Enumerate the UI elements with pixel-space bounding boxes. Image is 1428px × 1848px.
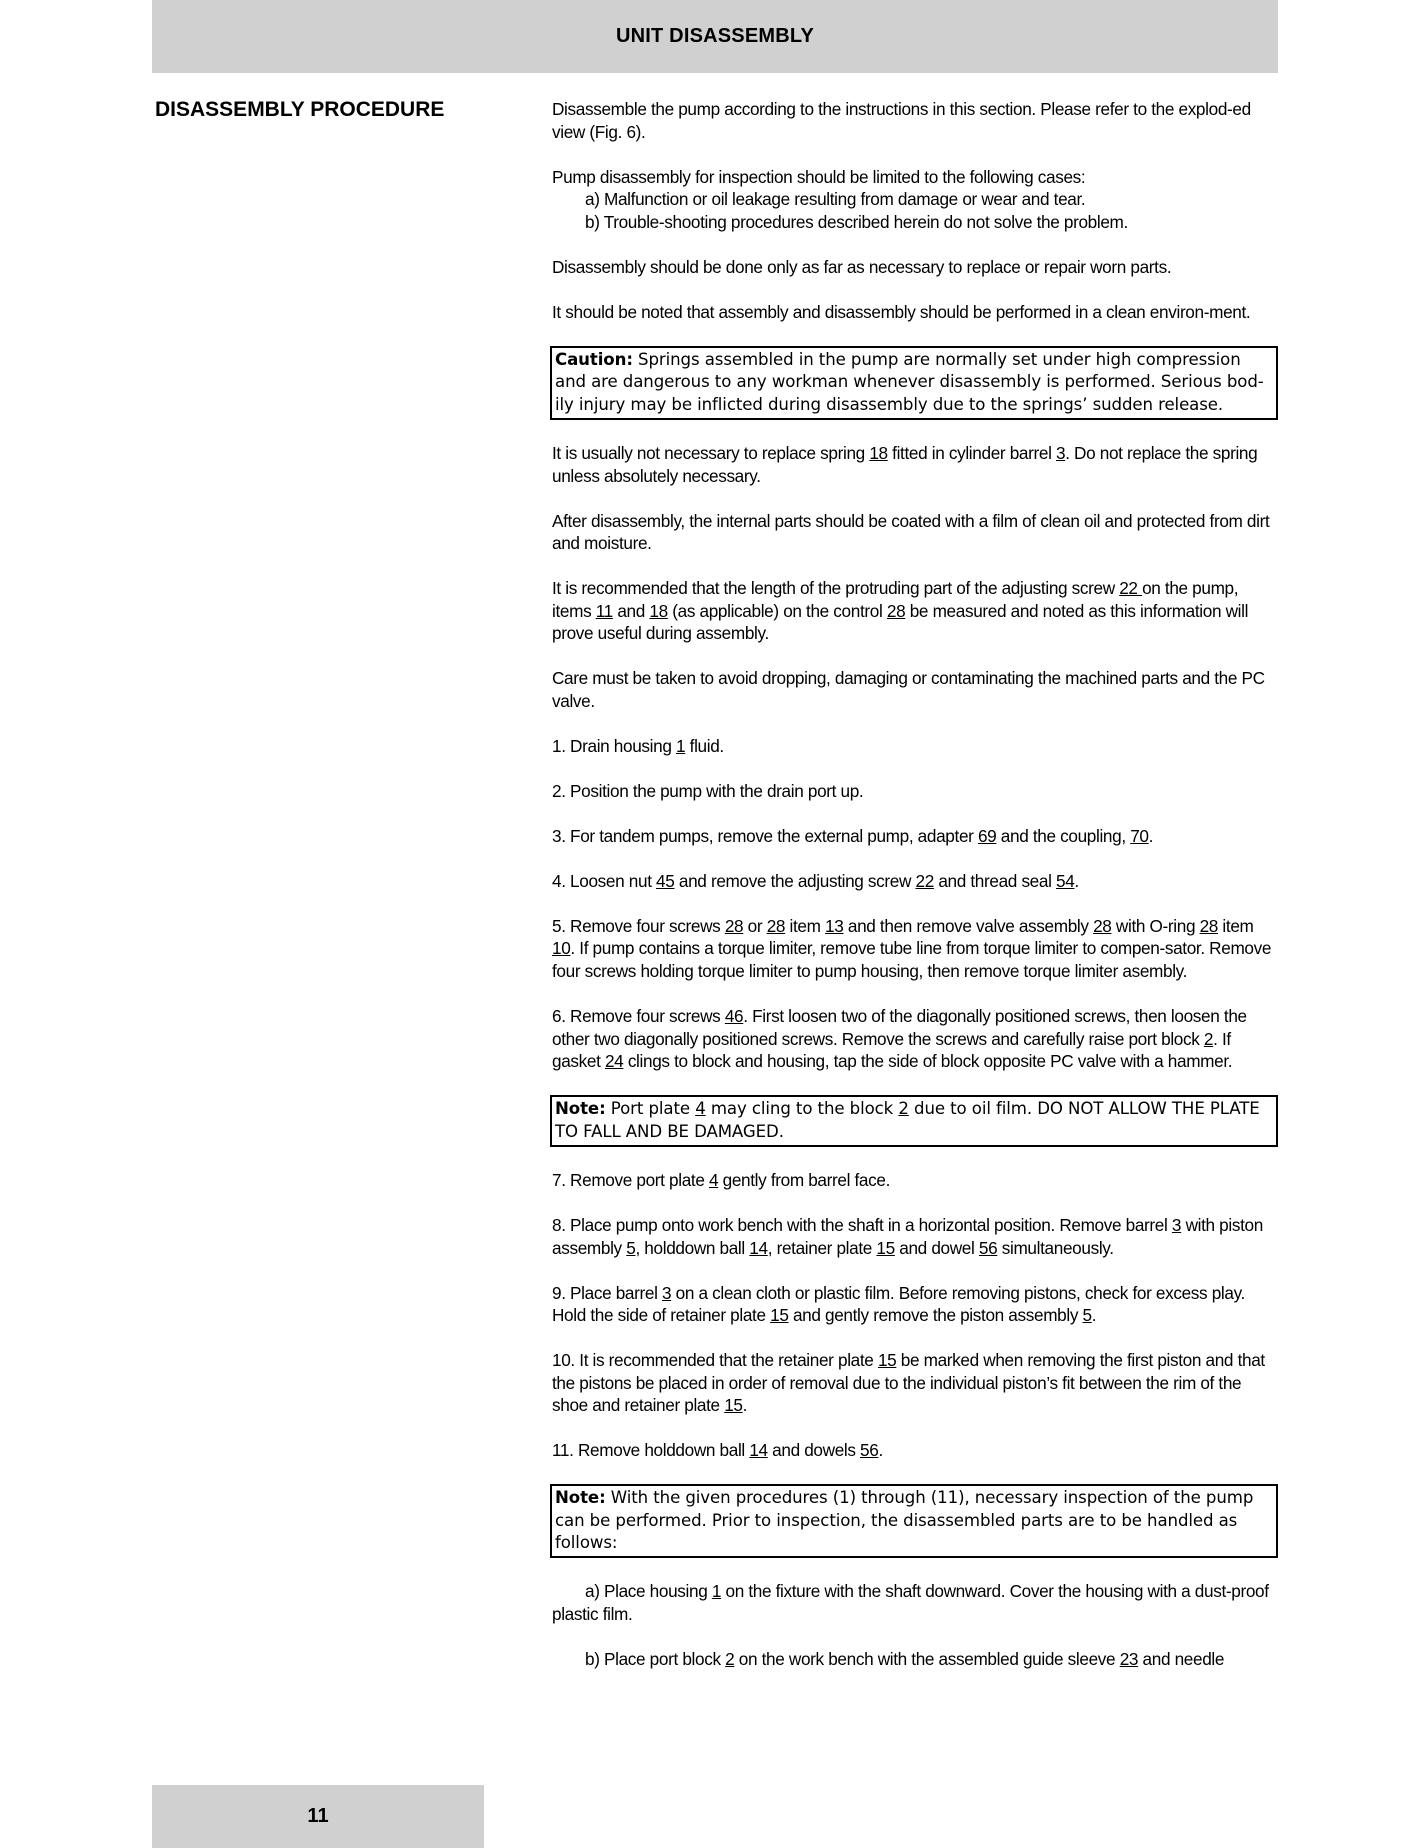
- text-run: 8. Place pump onto work bench with the shaft in a horizontal position. Remove barrel: [552, 1214, 1172, 1235]
- text-run: .: [1091, 1305, 1097, 1326]
- part-ref: 56: [978, 1237, 998, 1258]
- part-ref: 2: [1203, 1028, 1214, 1049]
- part-ref: 15: [877, 1350, 897, 1371]
- note-text: With the given procedures (1) through (11), necessary inspection of the pump can be performed. Prior to inspection, the disassembled parts are to be handled as follows:: [555, 1488, 1254, 1553]
- part-ref: 4: [708, 1169, 719, 1190]
- part-ref: 56: [860, 1440, 879, 1461]
- text-run: , holddown ball: [635, 1237, 750, 1258]
- text-run: be marked when removing the first piston and that the pistons be placed in order of removal due to the individual piston’s fit between the rim of the shoe and retainer plate: [552, 1350, 1265, 1416]
- part-ref: 54: [1056, 870, 1075, 891]
- part-ref: 69: [977, 825, 997, 846]
- step-3: [552, 825, 1276, 848]
- text-run: Port plate: [605, 1099, 696, 1119]
- text-run: clings to block and housing, tap the side of block opposite PC valve with a hammer.: [623, 1051, 1233, 1072]
- text-run: on a clean cloth or plastic film. Before removing pistons, check for excess play. Hold the side of retainer plate: [552, 1282, 1245, 1326]
- text-run: , retainer plate: [767, 1237, 877, 1258]
- part-ref: 15: [770, 1305, 789, 1326]
- text-run: .: [1074, 870, 1079, 891]
- part-ref: 14: [749, 1237, 768, 1258]
- part-ref: 70: [1130, 825, 1149, 846]
- text-run: item: [1218, 915, 1254, 936]
- content-column: [552, 98, 1276, 1693]
- part-ref: 28: [886, 600, 906, 621]
- case-b: b) Trouble-shooting procedures described herein do not solve the problem.: [585, 211, 1128, 232]
- text-run: .: [878, 1440, 883, 1461]
- note-box-inspection: [550, 1484, 1278, 1558]
- part-ref: 13: [825, 915, 844, 936]
- text-run: fitted in cylinder barrel: [887, 442, 1056, 463]
- text-run: 11. Remove holddown ball: [552, 1440, 750, 1461]
- header-band: [152, 0, 1278, 73]
- part-ref: 18: [869, 442, 888, 463]
- part-ref: 14: [749, 1440, 768, 1461]
- text-run: and remove the adjusting screw: [674, 870, 916, 891]
- step-7: [552, 1169, 1276, 1192]
- step-8: [552, 1214, 1276, 1259]
- part-ref: 28: [724, 915, 744, 936]
- part-ref: 18: [649, 600, 668, 621]
- part-ref: 5: [626, 1237, 636, 1258]
- part-ref: 2: [898, 1099, 909, 1119]
- part-ref: 1: [711, 1581, 722, 1602]
- step-9: [552, 1282, 1276, 1327]
- step-4: [552, 870, 1276, 893]
- text-run: .: [1148, 825, 1154, 846]
- step-11: [552, 1439, 1276, 1462]
- text-run: on the pump, items: [552, 578, 1239, 621]
- text-run: on the work bench with the assembled guide sleeve: [734, 1649, 1120, 1670]
- part-ref: 28: [1093, 915, 1112, 936]
- coating-paragraph: After disassembly, the internal parts should be coated with a film of clean oil and protected from dirt and moisture.: [552, 510, 1270, 554]
- inspection-cases: [552, 166, 1276, 234]
- footer-band: [152, 1785, 484, 1848]
- part-ref: 45: [656, 870, 675, 891]
- part-ref: 24: [604, 1051, 624, 1072]
- caution-text: Springs assembled in the pump are normally set under high compression and are dangerous to any workman whenever disassembly is performed. Serious bod-ily injury may be inflicted during disassembly due to the springs’ sudden release.: [555, 349, 1264, 414]
- page-number: 11: [307, 1805, 329, 1827]
- part-ref: 22: [1119, 578, 1143, 599]
- text-run: It is usually not necessary to replace spring: [552, 442, 870, 463]
- part-ref: 3: [1055, 442, 1066, 463]
- text-run: be measured and noted as this information will prove useful during assembly.: [552, 600, 1249, 644]
- measure-paragraph: [552, 577, 1276, 645]
- text-run: item: [785, 915, 826, 936]
- step-10: [552, 1349, 1276, 1417]
- handling-b: [552, 1648, 1276, 1671]
- note-label: Note:: [555, 1488, 606, 1508]
- note-label: Note:: [555, 1099, 606, 1119]
- step-6: [552, 1005, 1276, 1073]
- caution-label: Caution:: [555, 349, 633, 369]
- text-run: on the fixture with the shaft downward. Cover the housing with a dust-proof plastic film.: [552, 1581, 1269, 1625]
- text-run: may cling to the block: [705, 1099, 899, 1119]
- text-run: simultaneously.: [997, 1237, 1114, 1258]
- text-run: a) Place housing: [585, 1581, 712, 1602]
- text-run: It is recommended that the length of the protruding part of the adjusting screw: [552, 578, 1120, 599]
- text-run: 1. Drain housing: [552, 735, 676, 756]
- case-a: a) Malfunction or oil leakage resulting from damage or wear and tear.: [585, 189, 1086, 210]
- part-ref: 5: [1082, 1305, 1092, 1326]
- text-run: . Do not replace the spring unless absolutely necessary.: [552, 442, 1258, 486]
- note-box-port-plate: [550, 1095, 1278, 1147]
- care-paragraph: Care must be taken to avoid dropping, damaging or contaminating the machined parts and the PC valve.: [552, 668, 1265, 711]
- part-ref: 11: [595, 600, 613, 621]
- text-run: and dowels: [767, 1440, 861, 1461]
- text-run: .: [742, 1395, 748, 1416]
- step-1: [552, 735, 1276, 758]
- part-ref: 3: [1171, 1214, 1182, 1235]
- text-run: 7. Remove port plate: [552, 1169, 709, 1190]
- text-run: . If pump contains a torque limiter, remove tube line from torque limiter to compen-sator. Remove four screws holding torque limiter to pump housing, then remove torque limiter asembly.: [552, 938, 1272, 981]
- step-2: 2. Position the pump with the drain port up.: [552, 780, 864, 801]
- text-run: and dowel: [894, 1237, 979, 1258]
- text-run: . If gasket: [552, 1028, 1231, 1072]
- extent-paragraph: Disassembly should be done only as far as necessary to replace or repair worn parts.: [552, 256, 1172, 277]
- text-run: with O-ring: [1111, 915, 1200, 936]
- part-ref: 28: [1199, 915, 1218, 936]
- inspection-cases-lead: Pump disassembly for inspection should be limited to the following cases:: [552, 166, 1086, 187]
- text-run: and gently remove the piston assembly: [788, 1305, 1083, 1326]
- text-run: 3. For tandem pumps, remove the external pump, adapter: [552, 825, 978, 846]
- text-run: 10. It is recommended that the retainer plate: [552, 1350, 878, 1371]
- part-ref: 1: [676, 735, 686, 756]
- text-run: due to oil film. DO NOT ALLOW THE PLATE TO FALL AND BE DAMAGED.: [555, 1099, 1260, 1141]
- text-run: and then remove valve assembly: [843, 915, 1094, 936]
- text-run: 5. Remove four screws: [552, 915, 725, 936]
- text-run: 4. Loosen nut: [552, 870, 657, 891]
- text-run: and needle: [1138, 1649, 1225, 1670]
- part-ref: 22: [915, 870, 934, 891]
- text-run: fluid.: [685, 735, 724, 756]
- text-run: and thread seal: [933, 870, 1056, 891]
- text-run: with piston assembly: [552, 1214, 1263, 1258]
- text-run: (as applicable) on the control: [667, 600, 887, 621]
- part-ref: 2: [725, 1649, 735, 1670]
- part-ref: 15: [876, 1237, 895, 1258]
- intro-paragraph: Disassemble the pump according to the instructions in this section. Please refer to the explod-ed view (Fig. 6).: [552, 99, 1251, 142]
- clean-environment-paragraph: It should be noted that assembly and disassembly should be performed in a clean environ-ment.: [552, 301, 1251, 322]
- text-run: b) Place port block: [585, 1649, 726, 1670]
- handling-a: [552, 1580, 1276, 1625]
- part-ref: 3: [662, 1282, 672, 1303]
- page-title: UNIT DISASSEMBLY: [615, 25, 815, 47]
- caution-box: [550, 346, 1278, 420]
- text-run: gently from barrel face.: [718, 1169, 890, 1190]
- part-ref: 10: [552, 938, 571, 959]
- spring-paragraph: [552, 442, 1276, 487]
- section-heading: DISASSEMBLY PROCEDURE: [155, 98, 445, 121]
- part-ref: 4: [695, 1099, 706, 1119]
- part-ref: 23: [1119, 1649, 1139, 1670]
- text-run: or: [743, 915, 767, 936]
- part-ref: 15: [724, 1395, 743, 1416]
- part-ref: 28: [766, 915, 786, 936]
- text-run: and the coupling,: [996, 825, 1131, 846]
- text-run: 6. Remove four screws: [552, 1005, 725, 1026]
- text-run: and: [612, 600, 650, 621]
- text-run: . First loosen two of the diagonally positioned screws, then loosen the other two diagonally positioned screws. Remove the screws and carefully raise port block: [552, 1005, 1247, 1049]
- step-5: [552, 915, 1276, 983]
- part-ref: 46: [724, 1005, 744, 1026]
- text-run: 9. Place barrel: [552, 1282, 662, 1303]
